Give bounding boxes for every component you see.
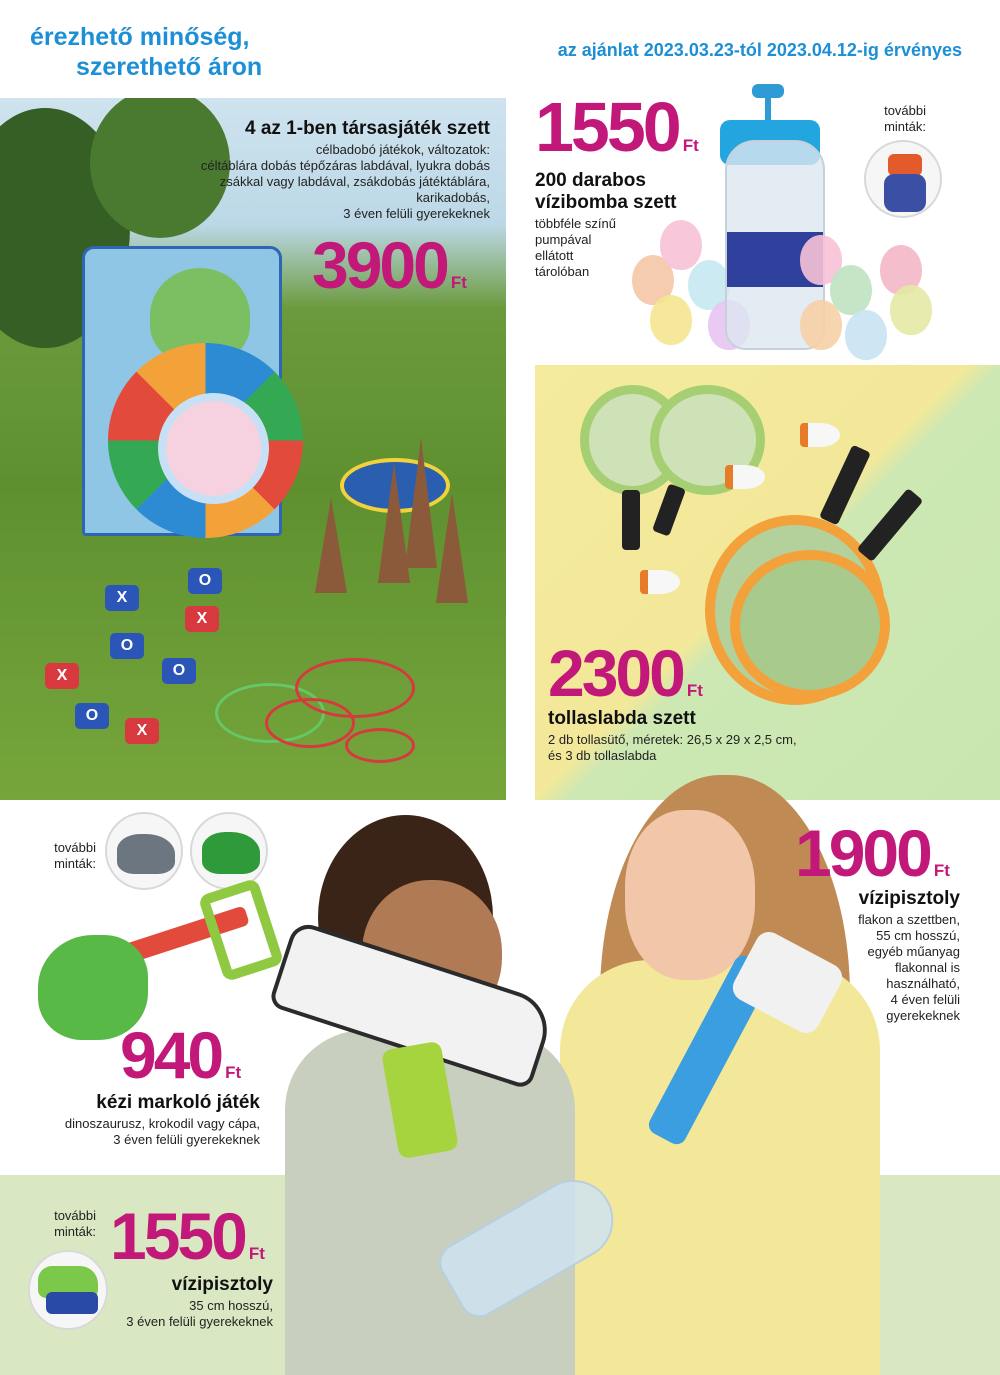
racket-handle [622, 490, 640, 550]
slogan-line-1: érezhető minőség, [30, 23, 250, 51]
slogan-line-2: szerethető áron [76, 53, 263, 81]
description-line: ellátott [535, 248, 574, 263]
currency: Ft [450, 273, 467, 292]
grabber-description [0, 1116, 260, 1148]
bean-bag-x: X [185, 606, 219, 632]
water-gun-large-title: vízipisztoly [858, 888, 960, 909]
crocodile-head-icon [202, 832, 260, 874]
bean-bag-o: O [162, 658, 196, 684]
description-line: 55 cm hosszú, [876, 928, 960, 943]
currency: Ft [682, 136, 699, 155]
title-line: 200 darabos [535, 170, 646, 191]
cone [405, 438, 437, 568]
water-balloon-description [535, 216, 645, 280]
description-line: karikadobás, [416, 190, 490, 205]
shuttlecock [800, 423, 840, 447]
badminton-price [548, 636, 703, 710]
more-samples-label [860, 103, 926, 135]
currency: Ft [225, 1063, 242, 1082]
price-value: 2300 [548, 636, 683, 710]
description-line: flakonnal is [894, 960, 960, 975]
cone [436, 493, 468, 603]
description-line: 35 cm hosszú, [189, 1298, 273, 1313]
grabber-variant-croc-thumbnail[interactable] [190, 812, 268, 890]
balloon [800, 300, 842, 350]
description-line: 3 éven felüli gyerekeknek [113, 1132, 260, 1147]
bean-bag-o: O [188, 568, 222, 594]
currency: Ft [248, 1244, 265, 1263]
bean-bag-x: X [105, 585, 139, 611]
shuttlecock [640, 570, 680, 594]
water-gun-small-price [110, 1199, 265, 1273]
label-line: minták: [54, 1224, 96, 1239]
label-line: minták: [54, 856, 96, 871]
board-game-description [110, 142, 490, 222]
description-line: 3 éven felüli gyerekeknek [343, 206, 490, 221]
grabber-title: kézi markoló játék [96, 1092, 260, 1113]
description-line: 3 éven felüli gyerekeknek [126, 1314, 273, 1329]
description-line: és 3 db tollaslabda [548, 748, 657, 763]
price-value: 1550 [535, 88, 679, 166]
shuttlecock [725, 465, 765, 489]
cone [315, 498, 347, 593]
balloon [890, 285, 932, 335]
label-line: további [54, 1208, 96, 1223]
description-line: gyerekeknek [886, 1008, 960, 1023]
water-gun-small-title: vízipisztoly [171, 1274, 273, 1295]
dartboard [108, 343, 303, 538]
water-gun-small-description [53, 1298, 273, 1330]
description-line: pumpával [535, 232, 592, 247]
slogan [30, 22, 262, 82]
currency: Ft [686, 681, 703, 700]
description-line: céltáblára dobás tépőzáras labdával, lyukra dobás [200, 158, 490, 173]
badminton-title: tollaslabda szett [548, 708, 696, 729]
water-balloon-title [535, 170, 725, 214]
water-gun-large-description [800, 912, 960, 1024]
description-line: többféle színű [535, 216, 616, 231]
board-game-price [312, 228, 467, 302]
description-line: használható, [886, 976, 960, 991]
label-line: minták: [884, 119, 926, 134]
description-line: 4 éven felüli [890, 992, 960, 1007]
variant-bottle [884, 174, 926, 212]
racket-orange [730, 550, 890, 700]
more-samples-label [30, 840, 96, 872]
grabber-price [120, 1018, 242, 1092]
bean-bag-x: X [125, 718, 159, 744]
description-line: 2 db tollasütő, méretek: 26,5 x 29 x 2,5 cm, [548, 732, 797, 747]
price-value: 3900 [312, 228, 447, 302]
shark-head-icon [117, 834, 175, 874]
water-balloon-price [535, 88, 699, 166]
grabber-variant-shark-thumbnail[interactable] [105, 812, 183, 890]
bean-bag-o: O [110, 633, 144, 659]
price-value: 1900 [795, 816, 930, 890]
balloon [660, 220, 702, 270]
variant-pump-head [888, 154, 922, 176]
price-value: 1550 [110, 1199, 245, 1273]
grabber-handle [198, 878, 285, 983]
description-line: célbadobó játékok, változatok: [315, 142, 490, 157]
racket-handle [652, 483, 686, 536]
bean-bag-x: X [45, 663, 79, 689]
title-line: vízibomba szett [535, 192, 677, 213]
description-line: tárolóban [535, 264, 590, 279]
currency: Ft [933, 861, 950, 880]
throwing-ring [345, 728, 415, 763]
price-value: 940 [120, 1018, 222, 1092]
girl-face [625, 810, 755, 980]
description-line: zsákkal vagy labdával, zsákdobás játéktáblára, [219, 174, 490, 189]
label-line: további [884, 103, 926, 118]
water-gun-large-price [795, 816, 950, 890]
throwing-ring [295, 658, 415, 718]
description-line: dinoszaurusz, krokodil vagy cápa, [64, 1116, 260, 1131]
badminton-description [548, 732, 848, 764]
water-balloon-variant-thumbnail[interactable] [864, 140, 942, 218]
bean-bag-o: O [75, 703, 109, 729]
balloon [650, 295, 692, 345]
description-line: flakon a szettben, [858, 912, 960, 927]
description-line: egyéb műanyag [867, 944, 960, 959]
board-game-title: 4 az 1-ben társasjáték szett [244, 118, 490, 139]
racket-handle [819, 445, 871, 526]
offer-validity: az ajánlat 2023.03.23-tól 2023.04.12-ig érvényes [557, 40, 962, 60]
more-samples-label [30, 1208, 96, 1240]
racket-handle [857, 488, 924, 562]
balloon [845, 310, 887, 360]
label-line: további [54, 840, 96, 855]
